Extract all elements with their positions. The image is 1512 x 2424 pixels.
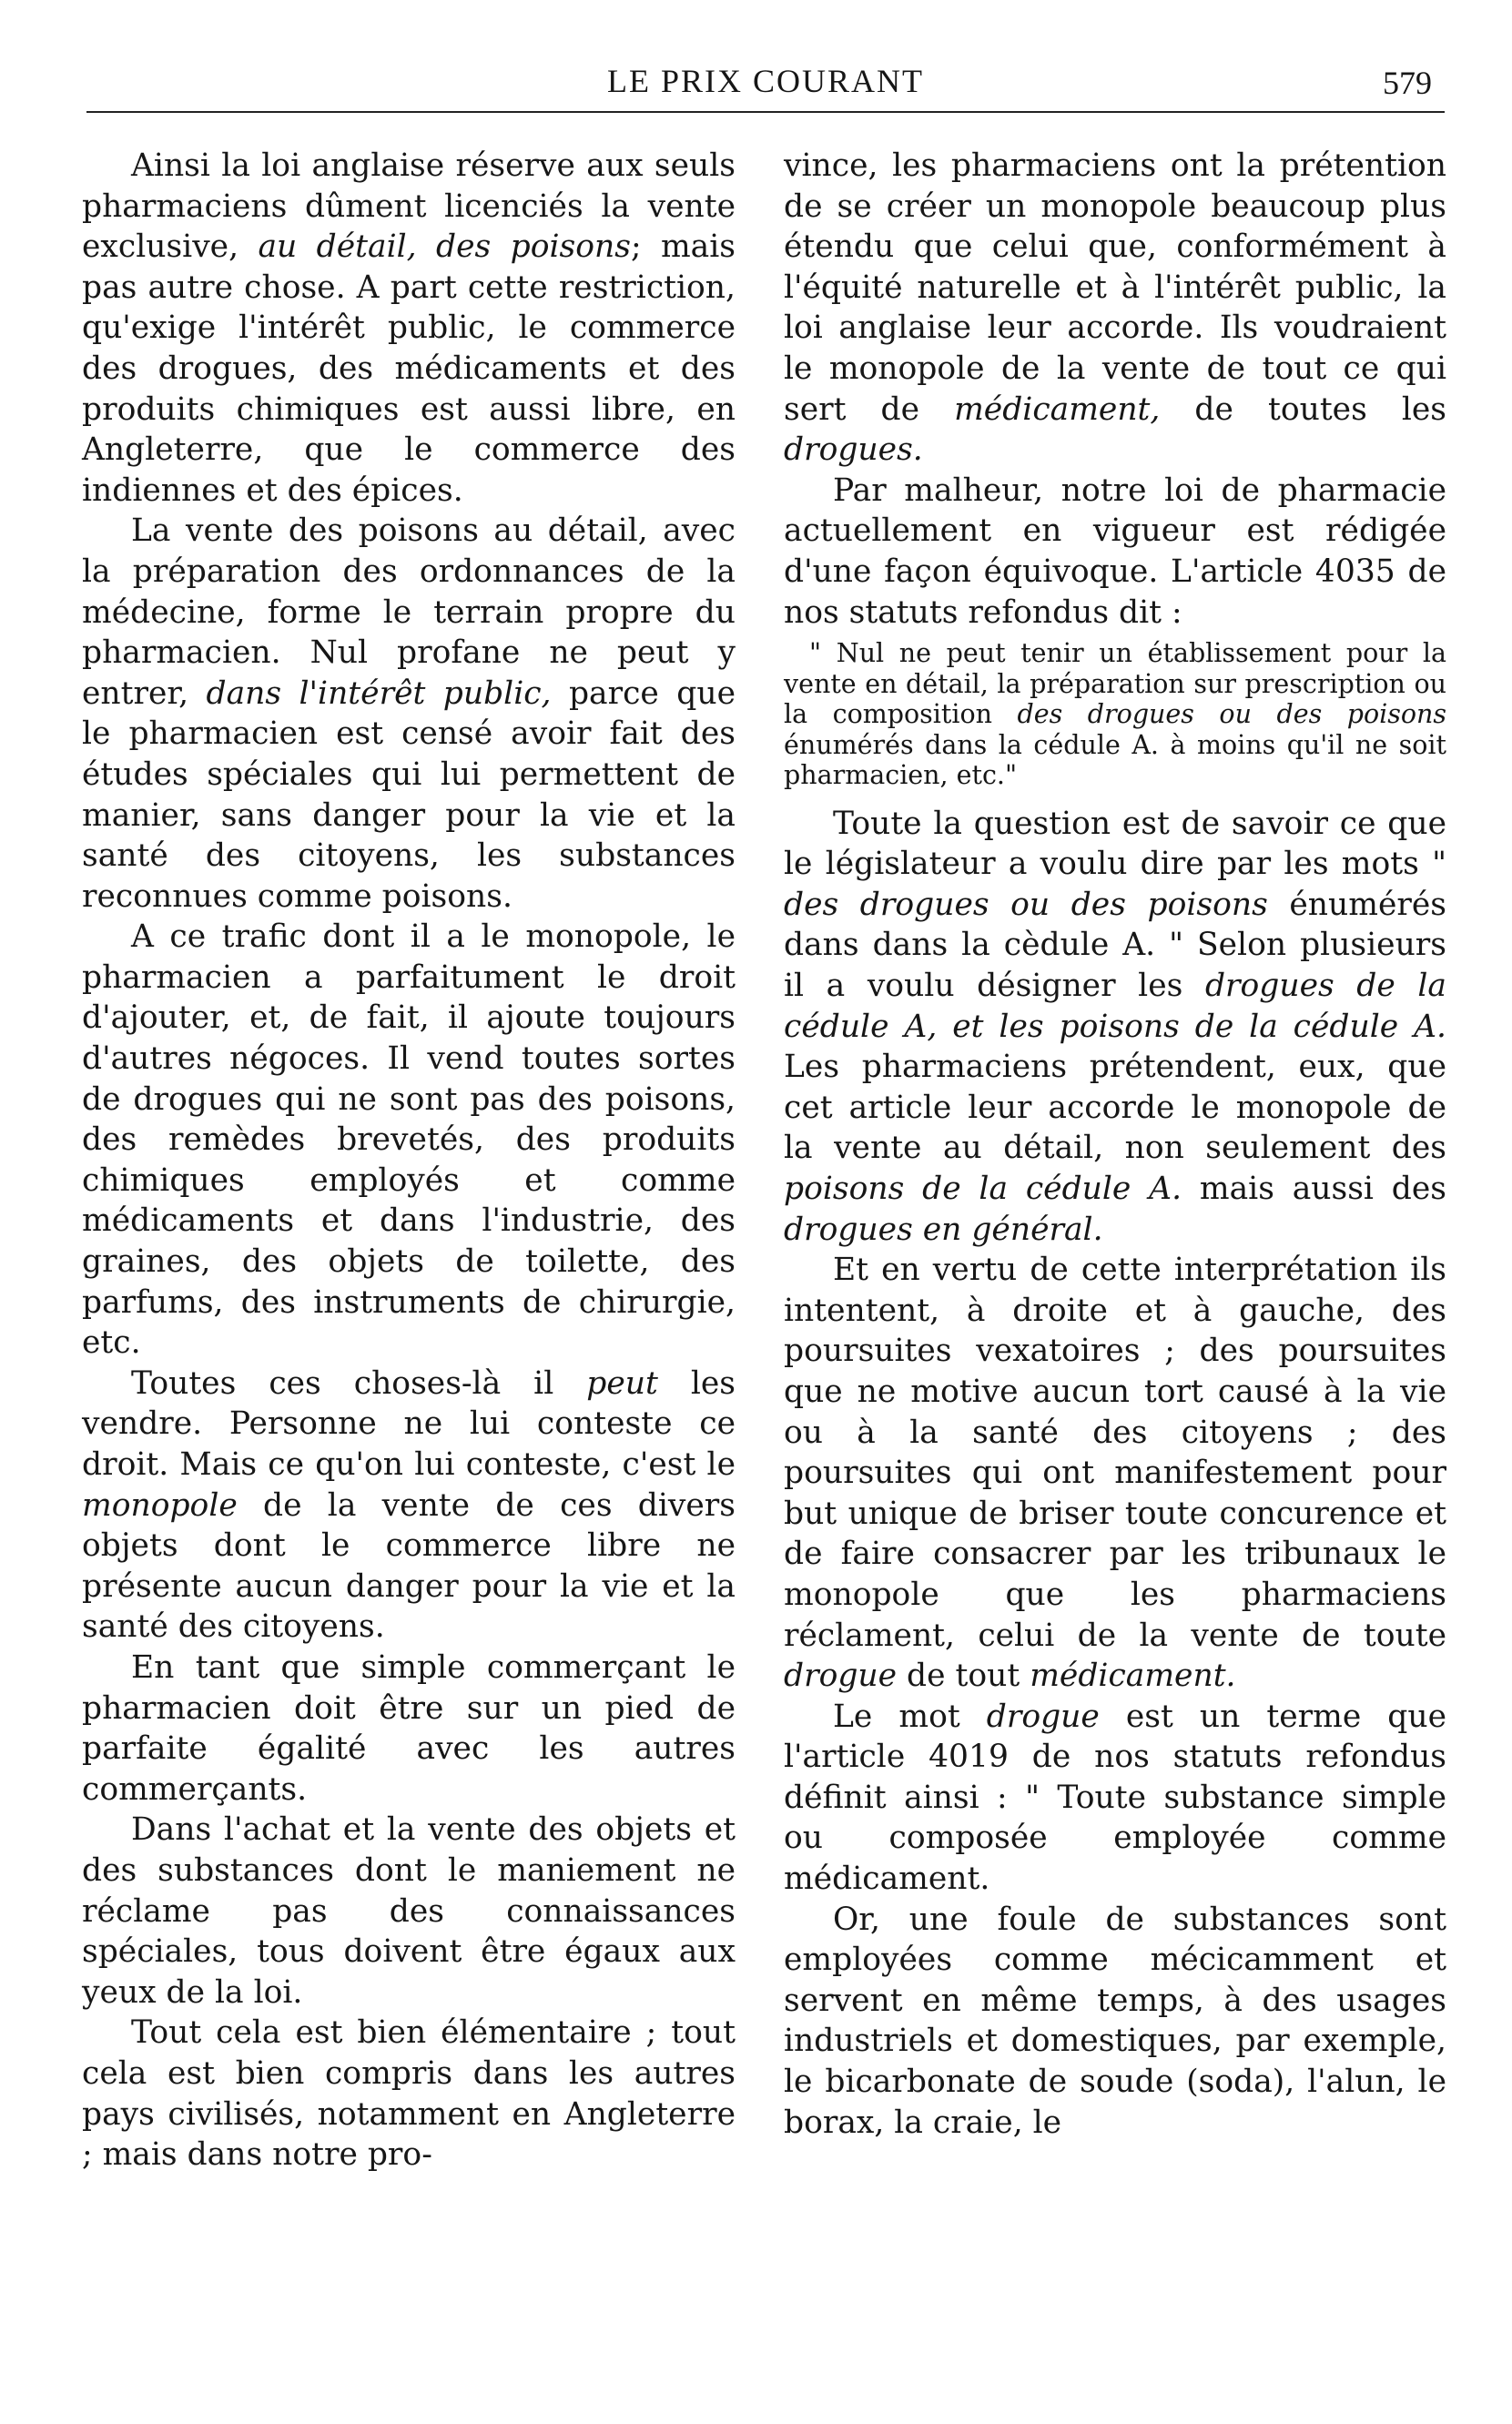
paragraph: Par malheur, notre loi de pharmacie actuellement en vigueur est rédigée d'une façon équivoque. L'article 4035 de nos statuts refondus dit : bbox=[784, 472, 1446, 631]
paragraph: Dans l'achat et la vente des objets et des substances dont le maniement ne réclame pas des connaissances spéciales, tous doivent être égaux aux yeux de la loi. bbox=[82, 1811, 736, 2011]
paragraph: Le mot drogue est un terme que l'article 4019 de nos statuts refondus définit ainsi : " Toute substance simple ou composée employée comme médicament. bbox=[784, 1698, 1447, 1898]
paragraph: A ce trafic dont il a le monopole, le pharmacien a parfaitument le droit d'ajouter, et, de fait, il ajoute toujours d'autres négoces. Il vend toutes sortes de drogues qui ne sont pas des poisons, des remèdes brevetés, des produits chimiques employés et comme médicaments et dans l'industrie, des graines, des objets de toilette, des parfums, des instruments de chirurgie, etc. bbox=[82, 918, 736, 1362]
paragraph: Toutes ces choses-là il peut les vendre. Personne ne lui conteste ce droit. Mais ce qu'on lui conteste, c'est le monopole de la vente de ces divers objets dont le commerce libre ne présente aucun danger pour la vie et la santé des citoyens. bbox=[82, 1364, 736, 1646]
block-quote: " Nul ne peut tenir un établissement pour la vente en détail, la préparation sur prescription ou la composition des drogues ou des poisons énumérés dans la cédule A. à moins qu'il ne soit pharmacien, etc." bbox=[784, 638, 1446, 791]
paragraph: Ainsi la loi anglaise réserve aux seuls pharmaciens dûment licenciés la vente exclusive, au détail, des poisons; mais pas autre chose. A part cette restriction, qu'exige l'intérêt public, le commerce des drogues, des médicaments et des produits chimiques est aussi libre, en Angleterre, que le commerce des indiennes et des épices. bbox=[82, 147, 736, 509]
right-column bbox=[784, 146, 1446, 2143]
paragraph: Tout cela est bien élémentaire ; tout cela est bien compris dans les autres pays civilisés, notamment en Angleterre ; mais dans notre pro- bbox=[82, 2014, 736, 2174]
page-number: 579 bbox=[1383, 65, 1432, 101]
left-column bbox=[82, 146, 736, 2176]
running-title: LE PRIX COURANT bbox=[606, 63, 924, 99]
paragraph: Et en vertu de cette interprétation ils intentent, à droite et à gauche, des poursuites vexatoires ; des poursuites que ne motive aucun tort causé à la vie ou à la santé des citoyens ; des poursuites qui ont manifestement pour but unique de briser toute concurence et de faire consacrer par les tribunaux le monopole que les pharmaciens réclament, celui de la vente de toute drogue de tout médicament. bbox=[784, 1252, 1446, 1695]
paragraph: En tant que simple commerçant le pharmacien doit être sur un pied de parfaite égalité avec les autres commerçants. bbox=[82, 1648, 736, 1808]
paragraph: vince, les pharmaciens ont la prétention de se créer un monopole beaucoup plus étendu que celui que, conformément à l'équité naturelle et à l'intérêt public, la loi anglaise leur accorde. Ils voudraient le monopole de la vente de tout ce qui sert de médicament, de toutes les drogues. bbox=[784, 147, 1446, 469]
paragraph: La vente des poisons au détail, avec la préparation des ordonnances de la médecine, forme le terrain propre du pharmacien. Nul profane ne peut y entrer, dans l'intérêt public, parce que le pharmacien est censé avoir fait des études spéciales qui lui permettent de manier, sans danger pour la vie et la santé des citoyens, les substances reconnues comme poisons. bbox=[82, 512, 736, 915]
running-header bbox=[86, 56, 1445, 113]
paragraph: Toute la question est de savoir ce que le législateur a voulu dire par les mots " des drogues ou des poisons énumérés dans dans la cèdule A. " Selon plusieurs il a voulu désigner les drogues de la cédule A, et les poisons de la cédule A. Les pharmaciens prétendent, eux, que cet article leur accorde le monopole de la vente au détail, non seulement des poisons de la cédule A. mais aussi des drogues en général. bbox=[784, 805, 1446, 1248]
paragraph: Or, une foule de substances sont employées comme mécicamment et servent en même temps, à des usages industriels et domestiques, par exemple, le bicarbonate de soude (soda), l'alun, le borax, la craie, le bbox=[784, 1901, 1446, 2141]
